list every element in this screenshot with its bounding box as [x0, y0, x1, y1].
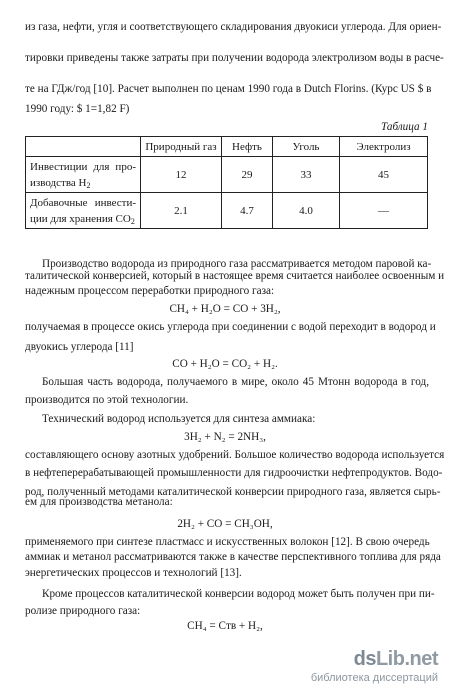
table-row	[26, 157, 428, 193]
row-label-line: Добавочные инвести-	[30, 196, 136, 209]
site-tagline: библиотека диссертаций	[310, 672, 438, 684]
table-row-label	[26, 193, 141, 229]
equation: CO + H₂O = CO₂ + H₂.	[172, 358, 278, 370]
text-line: производится по этой технологии.	[25, 394, 189, 406]
text-line: род, полученный методами каталитической конверсии природного газа, является сырь-	[25, 486, 441, 498]
text-line: ролизе природного газа:	[25, 605, 141, 617]
table-cell: 12	[141, 157, 222, 193]
table-header-row	[26, 137, 428, 157]
equation: 3H₂ + N₂ = 2NH₃,	[184, 431, 266, 443]
table-cell: 4.7	[222, 193, 273, 229]
table-header-cell	[26, 137, 141, 157]
table-cell: 2.1	[141, 193, 222, 229]
text-line: надежным процессом переработки природного газа:	[25, 285, 275, 297]
text-line: в нефтеперерабатывающей промышленности для гидроочистки нефтепродуктов. Водо-	[25, 467, 443, 479]
text-line: 1990 году: $ 1=1,82 F)	[25, 103, 130, 115]
text-line: Технический водород используется для синтеза аммиака:	[42, 413, 316, 425]
text-line: из газа, нефти, угля и соответствующего складирования двуокиси углерода. Для ориен-	[25, 21, 442, 33]
site-logo[interactable]: dsLib.net	[353, 648, 438, 670]
table-row	[26, 193, 428, 229]
table-header-cell: Уголь	[273, 137, 340, 157]
table-header-cell: Электролиз	[340, 137, 428, 157]
table-cell: —	[340, 193, 428, 229]
watermark[interactable]	[308, 648, 438, 688]
table-cell: 4.0	[273, 193, 340, 229]
text-line: тировки приведены также затраты при получении водорода электролизом воды в расче-	[25, 52, 444, 64]
text-line: те на ГДж/год [10]. Расчет выполнен по ценам 1990 года в Dutch Florins. (Курс US $ в	[25, 83, 432, 95]
table-row-label	[26, 157, 141, 193]
text-line: применяемого при синтезе пластмасс и искусственных волокон [12]. В свою очередь	[25, 536, 430, 548]
equation: 2H₂ + CO = CH₃OH,	[177, 518, 273, 530]
table-header-cell: Природный газ	[141, 137, 222, 157]
equation: CH₄ + H₂O = CO + 3H₂,	[169, 303, 281, 315]
text-line: талитической конверсией, который в настоящее время считается наиболее освоенным и	[25, 270, 445, 282]
text-line: Большая часть водорода, получаемого в мире, около 45 Мтонн водорода в год,	[42, 376, 429, 388]
data-table	[25, 136, 428, 229]
text-line: ем для производства метанола:	[25, 496, 173, 508]
table-cell: 33	[273, 157, 340, 193]
row-label-line: Инвестиции для про-	[30, 160, 136, 173]
table-caption: Таблица 1	[381, 121, 428, 133]
text-line: получаемая в процессе окись углерода при соединении с водой переходит в водород и	[25, 321, 436, 333]
table-cell: 29	[222, 157, 273, 193]
text-line: Кроме процессов каталитической конверсии водород может быть получен при пи-	[42, 588, 435, 600]
row-label-line: ции для хранения $CO_2$	[30, 212, 135, 226]
row-label-line: изводства $H_2$	[30, 176, 91, 190]
text-line: двуокись углерода [11]	[25, 341, 134, 353]
text-line: аммиак и метанол рассматриваются также в качестве перспективного топлива для ряда	[25, 551, 441, 563]
text-line: энергетических процессов и технологий [13].	[25, 567, 242, 579]
text-line: составляющего основу азотных удобрений. Большое количество водорода используется	[25, 449, 445, 461]
equation: CH₄ = Cтв + H₂,	[187, 620, 263, 632]
table-header-cell: Нефть	[222, 137, 273, 157]
table-cell: 45	[340, 157, 428, 193]
text-line: Производство водорода из природного газа рассматривается методом паровой ка-	[42, 258, 432, 270]
